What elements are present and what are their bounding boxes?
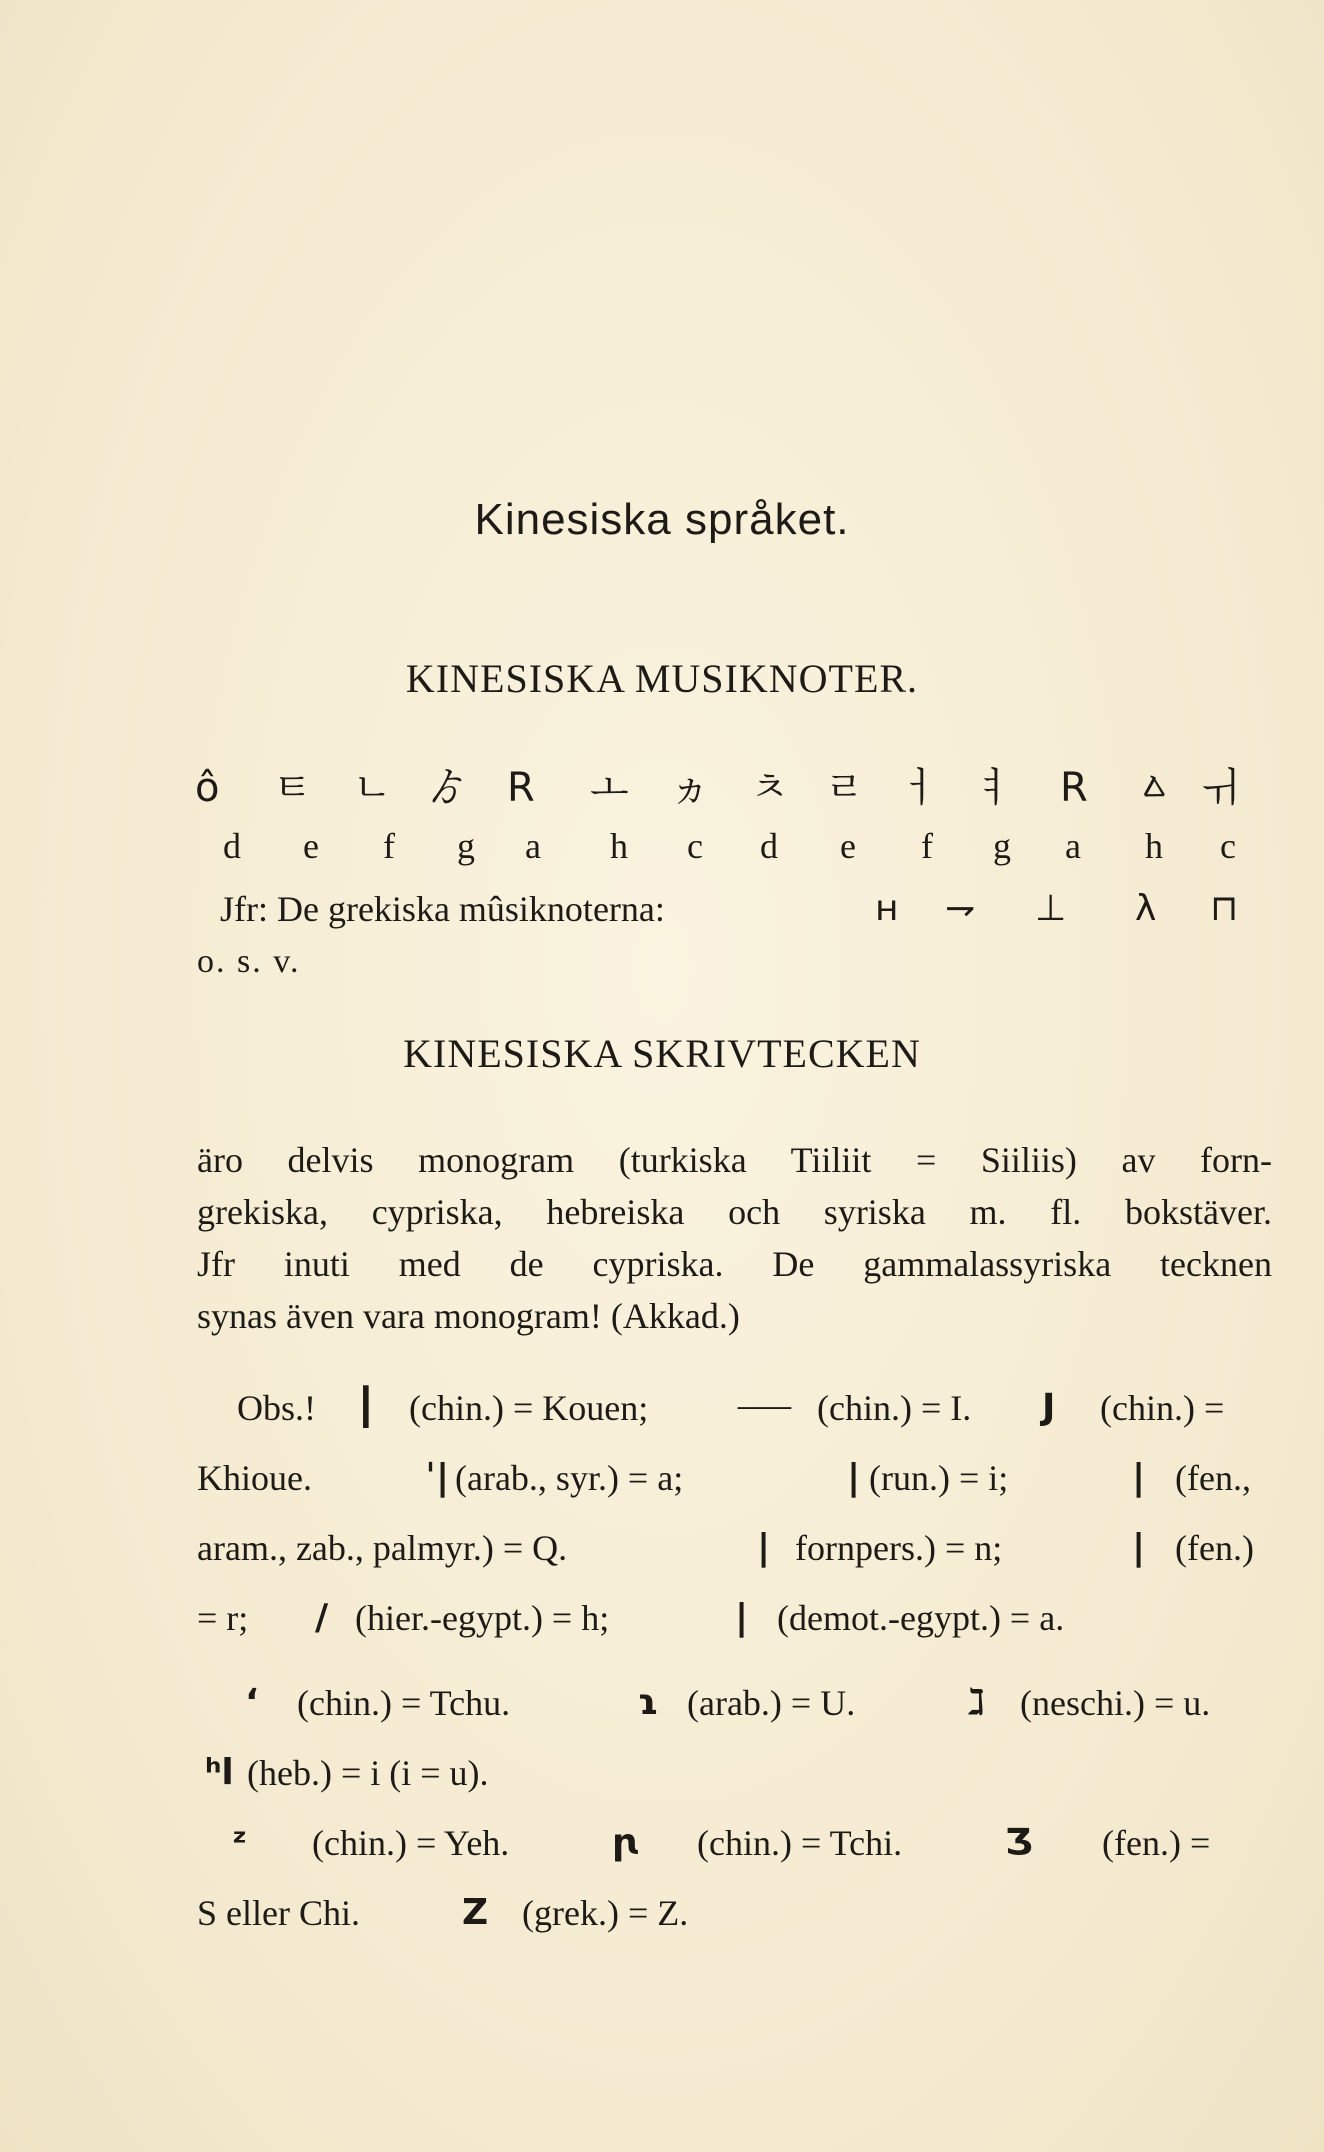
arab-u-sign-icon: ɿ	[637, 1682, 659, 1723]
chinese-note-glyph-5-icon: R	[507, 765, 535, 811]
obs-text: (fen.) =	[1102, 1823, 1211, 1863]
greek-note-glyph-5-icon: ⊓	[1210, 888, 1239, 929]
note-letter: d	[760, 826, 778, 866]
chin-tchu-sign-icon: ʻ	[245, 1682, 259, 1723]
grek-z-sign-icon: Z	[462, 1892, 489, 1933]
arab-syr-a-sign-icon: ˈ|	[425, 1457, 450, 1498]
page-title: Kinesiska språket.	[474, 495, 850, 544]
chinese-note-glyph-2-icon: ㅌ	[273, 765, 312, 811]
obs-text: (chin.) = Tchu.	[297, 1683, 511, 1723]
chin-yeh-sign-icon: ᶻ	[232, 1822, 248, 1863]
chinese-note-glyph-6-icon: ㅗ	[590, 765, 629, 811]
fen-chi-sign-icon: Ʒ	[1005, 1822, 1033, 1863]
chinese-note-glyph-14-icon: ㅟ	[1200, 765, 1239, 811]
note-letter: e	[840, 826, 856, 866]
greek-note-glyph-4-icon: λ	[1135, 888, 1157, 929]
obs-text: (arab., syr.) = a;	[455, 1458, 684, 1498]
chin-kouen-sign-icon: ┃	[355, 1387, 377, 1428]
osv-abbreviation: o. s. v.	[197, 943, 301, 980]
obs-text: (heb.) = i (i = u).	[247, 1753, 489, 1793]
note-letter: f	[921, 826, 933, 866]
obs-text: (chin.) =	[1100, 1388, 1225, 1428]
demot-egypt-a-sign-icon: |	[735, 1597, 749, 1638]
run-i-sign-icon: |	[847, 1457, 861, 1498]
paragraph-line: grekiska, cypriska, hebreiska och syriska m. fl. bokstäver.	[197, 1192, 1272, 1232]
paragraph-line: Jfr inuti med de cypriska. De gammalassyriska tecknen	[197, 1244, 1272, 1284]
obs-text: (run.) = i;	[869, 1458, 1009, 1498]
greek-note-glyph-3-icon: ⊥	[1035, 888, 1067, 929]
obs-text: (chin.) = Yeh.	[312, 1823, 510, 1863]
obs-line-5	[197, 1675, 1272, 1731]
chinese-note-glyph-11-icon: ㅕ	[975, 765, 1014, 811]
note-letter: f	[383, 826, 395, 866]
obs-text: (chin.) = Tchi.	[697, 1823, 903, 1863]
obs-line-3	[197, 1520, 1272, 1576]
obs-text: Khioue.	[197, 1458, 312, 1498]
greek-note-glyph-1-icon: ʜ	[875, 888, 899, 929]
note-letter: a	[525, 826, 541, 866]
obs-text: (chin.) = Kouen;	[409, 1388, 649, 1428]
obs-text: fornpers.) = n;	[795, 1528, 1003, 1568]
obs-text: (chin.) = I.	[817, 1388, 972, 1428]
obs-line-1	[237, 1380, 1272, 1436]
heb-i-sign-icon: ʰl	[205, 1752, 234, 1793]
obs-text: (fen.)	[1175, 1528, 1254, 1568]
obs-line-8	[197, 1885, 1272, 1941]
neschi-u-sign-icon: ℷ	[967, 1682, 985, 1723]
greek-note-glyph-2-icon: ⇁	[945, 888, 976, 929]
script-signs-title: KINESISKA SKRIVTECKEN	[403, 1031, 921, 1076]
chinese-note-glyph-8-icon: ㅊ	[750, 765, 789, 811]
greek-notes-reference: Jfr: De grekiska mûsiknoterna:	[220, 889, 665, 929]
fen-r-sign-icon: |	[1132, 1527, 1146, 1568]
note-letter: g	[993, 826, 1011, 866]
note-letter: c	[687, 826, 703, 866]
obs-text: aram., zab., palmyr.) = Q.	[197, 1528, 568, 1568]
music-notes-title: KINESISKA MUSIKNOTER.	[405, 656, 919, 701]
note-letter: a	[1065, 826, 1081, 866]
obs-line-7	[197, 1815, 1272, 1871]
note-letter: c	[1220, 826, 1236, 866]
note-letter: h	[1145, 826, 1163, 866]
obs-text: (grek.) = Z.	[522, 1893, 689, 1933]
chin-khioue-sign-icon: J	[1042, 1387, 1056, 1428]
fen-sign-icon: |	[1132, 1457, 1146, 1498]
chinese-note-glyph-13-icon: ㅿ	[1135, 765, 1174, 811]
obs-text: (demot.-egypt.) = a.	[777, 1598, 1065, 1638]
chinese-note-glyph-9-icon: ㄹ	[825, 765, 864, 811]
paragraph-line: äro delvis monogram (turkiska Tiiliit = Siiliis) av forn-	[197, 1140, 1272, 1180]
note-letter: d	[223, 826, 241, 866]
obs-line-2	[197, 1450, 1272, 1506]
chinese-note-glyph-10-icon: ㅓ	[901, 765, 940, 811]
obs-label: Obs.!	[237, 1388, 316, 1428]
note-letter: g	[457, 826, 475, 866]
obs-line-6	[197, 1745, 1272, 1801]
note-letter-row	[195, 822, 1255, 872]
obs-text: (hier.-egypt.) = h;	[355, 1598, 610, 1638]
obs-line-4	[197, 1590, 1272, 1646]
chinese-note-glyph-7-icon: ヵ	[670, 765, 710, 811]
note-letter: h	[610, 826, 628, 866]
fornpers-n-sign-icon: |	[757, 1527, 771, 1568]
obs-text: (neschi.) = u.	[1020, 1683, 1211, 1723]
note-letter: e	[303, 826, 319, 866]
obs-text: (arab.) = U.	[687, 1683, 856, 1723]
chinese-note-glyph-4-icon: ゟ	[427, 765, 467, 811]
hier-egypt-h-sign-icon: /	[315, 1597, 329, 1638]
chinese-note-glyph-12-icon: R	[1060, 765, 1088, 811]
paragraph-line: synas även vara monogram! (Akkad.)	[197, 1296, 740, 1336]
obs-text: = r;	[197, 1598, 249, 1638]
obs-text: S eller Chi.	[197, 1893, 360, 1933]
chin-i-sign-icon: ⸻	[737, 1395, 792, 1420]
chinese-note-glyph-row	[195, 760, 1255, 820]
intro-paragraph	[197, 1134, 1272, 1342]
chinese-note-glyph-1-icon: ô	[195, 765, 220, 811]
obs-text: (fen.,	[1175, 1458, 1251, 1498]
chinese-note-glyph-3-icon: ㄴ	[353, 765, 392, 811]
chin-tchi-sign-icon: ꞃ	[612, 1822, 638, 1863]
